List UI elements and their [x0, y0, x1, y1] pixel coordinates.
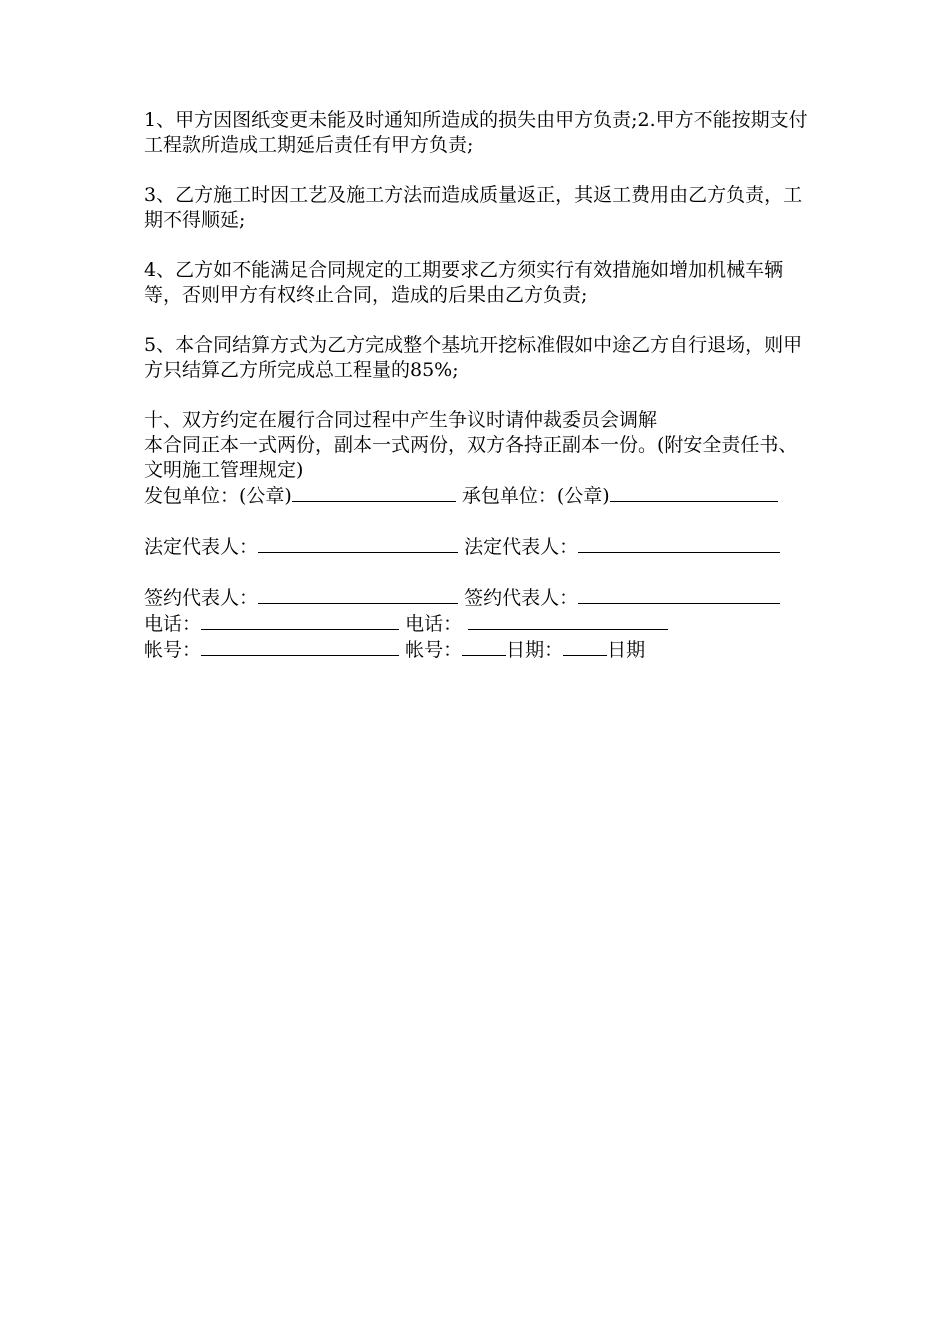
account-label-b: 帐号：	[405, 639, 463, 661]
legal-rep-label-a: 法定代表人：	[144, 536, 259, 558]
employer-label: 发包单位：(公章)	[144, 485, 292, 507]
date-label-a: 日期：	[506, 639, 564, 661]
signing-rep-blank-b-wrap[interactable]	[758, 585, 780, 604]
legal-rep-blank-a[interactable]	[258, 534, 458, 553]
signing-rep-label-b: 签约代表人：	[464, 587, 579, 609]
signing-rep-blank-a[interactable]	[258, 585, 458, 604]
clause-4: 4、乙方如不能满足合同规定的工期要求乙方须实行有效措施如增加机械车辆等，否则甲方有权终止合同，造成的后果由乙方负责;	[144, 259, 784, 306]
article-ten: 十、双方约定在履行合同过程中产生争议时请仲裁委员会调解	[144, 409, 658, 431]
paragraph-gap	[144, 158, 808, 183]
account-date-line	[144, 637, 808, 663]
paragraph-gap	[144, 233, 808, 258]
phone-blank-b[interactable]	[468, 611, 668, 630]
phone-blank-a[interactable]	[201, 611, 399, 630]
employer-seal-blank[interactable]	[292, 483, 456, 502]
legal-rep-blank-b-wrap[interactable]	[758, 534, 780, 553]
signing-rep-line	[144, 585, 808, 611]
contractor-label: 承包单位：(公章)	[461, 485, 610, 507]
legal-rep-line	[144, 534, 808, 560]
contractor-seal-blank[interactable]	[610, 483, 734, 502]
year-blank[interactable]	[462, 637, 506, 656]
date-label-b: 日期	[607, 639, 646, 661]
paragraph-gap	[144, 308, 808, 333]
phone-label-a: 电话：	[144, 613, 202, 635]
account-blank-a[interactable]	[201, 637, 399, 656]
employer-contractor-line	[144, 483, 808, 509]
phone-label-b: 电话：	[405, 613, 463, 635]
legal-rep-label-b: 法定代表人：	[464, 536, 579, 558]
contractor-seal-blank-wrap[interactable]	[734, 483, 778, 502]
legal-rep-blank-b[interactable]	[578, 534, 758, 553]
paragraph-gap	[144, 383, 808, 408]
signing-rep-label-a: 签约代表人：	[144, 587, 259, 609]
clause-3: 3、乙方施工时因工艺及施工方法而造成质量返正，其返工费用由乙方负责，工期不得顺延;	[144, 184, 803, 231]
phone-line	[144, 611, 808, 637]
paragraph-gap	[144, 560, 808, 585]
copies-note: 本合同正本一式两份，副本一式两份，双方各持正副本一份。(附安全责任书、文明施工管理规定)	[144, 434, 798, 481]
date-blank[interactable]	[563, 637, 607, 656]
paragraph-gap	[144, 509, 808, 534]
clause-1: 1、甲方因图纸变更未能及时通知所造成的损失由甲方负责;2.甲方不能按期支付工程款所造成工期延后责任有甲方负责;	[144, 109, 808, 156]
signing-rep-blank-b[interactable]	[578, 585, 758, 604]
document-page	[144, 108, 808, 663]
account-label-a: 帐号：	[144, 639, 202, 661]
clause-5: 5、本合同结算方式为乙方完成整个基坑开挖标准假如中途乙方自行退场，则甲方只结算乙方所完成总工程量的85%;	[144, 334, 803, 381]
